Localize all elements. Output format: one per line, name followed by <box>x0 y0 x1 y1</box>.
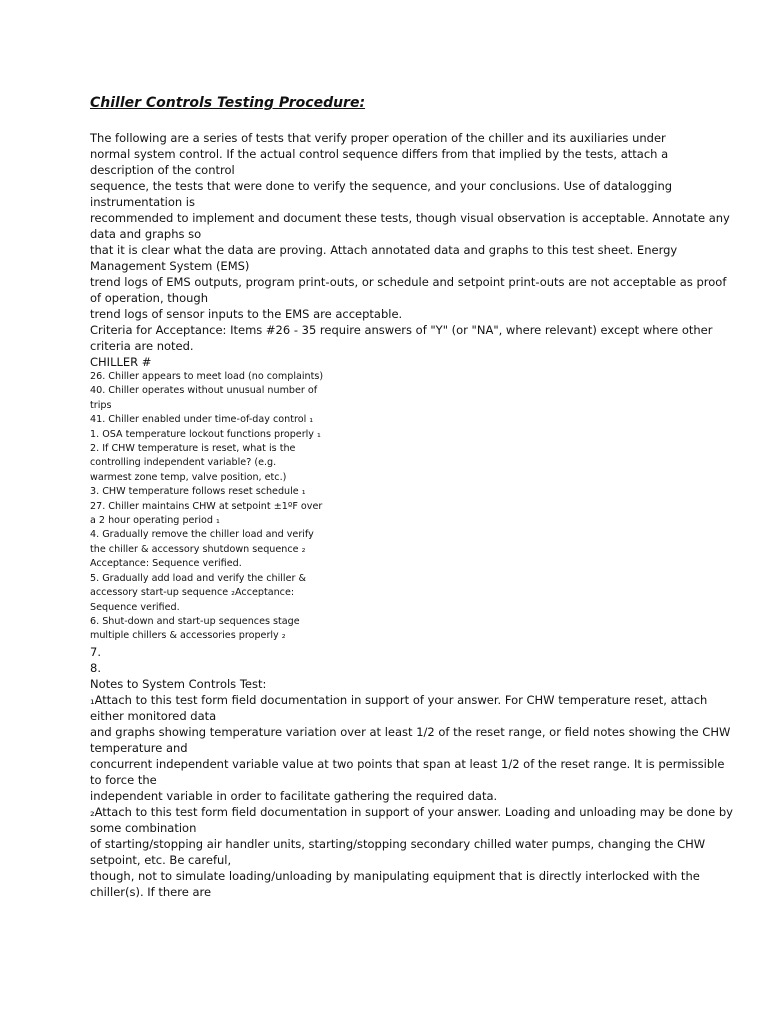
checklist-line: the chiller & accessory shutdown sequence ₂ <box>90 543 306 555</box>
intro-line: CHILLER # <box>90 355 152 369</box>
notes-line: independent variable in order to facilitate gathering the required data. <box>90 788 498 803</box>
notes-line: concurrent independent variable value at two points that span at least 1/2 of the reset range. It is permissible <box>90 756 725 771</box>
notes-line: though, not to simulate loading/unloading by manipulating equipment that is directly interlocked with the <box>90 868 700 883</box>
notes-section <box>90 644 733 900</box>
checklist-line: Sequence verified. <box>90 601 180 613</box>
notes-line: either monitored data <box>90 708 217 723</box>
intro-line: trend logs of EMS outputs, program print-outs, or schedule and setpoint print-outs are not acceptable as proof <box>90 275 727 289</box>
intro-line: The following are a series of tests that verify proper operation of the chiller and its auxiliaries under <box>90 131 666 145</box>
notes-line: Notes to System Controls Test: <box>90 676 267 691</box>
notes-line: ₂Attach to this test form field documentation in support of your answer. Loading and unloading may be done by <box>90 804 733 819</box>
checklist-line: Acceptance: Sequence verified. <box>90 558 242 570</box>
notes-line: and graphs showing temperature variation over at least 1/2 of the reset range, or field notes showing the CHW <box>90 724 731 739</box>
intro-line: trend logs of sensor inputs to the EMS are acceptable. <box>90 307 403 321</box>
notes-line: 7. <box>90 644 101 659</box>
intro-line: data and graphs so <box>90 227 202 241</box>
checklist-line: 40. Chiller operates without unusual number of <box>90 385 318 397</box>
notes-line: 8. <box>90 660 101 675</box>
checklist-line: 1. OSA temperature lockout functions properly ₁ <box>90 428 321 440</box>
intro-line: description of the control <box>90 163 235 177</box>
intro-line: Management System (EMS) <box>90 259 250 273</box>
checklist-line: 41. Chiller enabled under time-of-day control ₁ <box>90 414 314 426</box>
checklist-line: 2. If CHW temperature is reset, what is the <box>90 443 296 455</box>
intro-line: of operation, though <box>90 291 208 305</box>
checklist-line: accessory start-up sequence ₂Acceptance: <box>90 587 295 599</box>
checklist-line: 3. CHW temperature follows reset schedule ₁ <box>90 486 306 498</box>
intro-line: Criteria for Acceptance: Items #26 - 35 require answers of "Y" (or "NA", where relevant) except where other <box>90 323 713 337</box>
checklist-line: trips <box>90 399 112 411</box>
intro-line: criteria are noted. <box>90 339 194 353</box>
checklist-line: 5. Gradually add load and verify the chiller & <box>90 572 306 584</box>
intro-line: instrumentation is <box>90 195 195 209</box>
intro-line: sequence, the tests that were done to verify the sequence, and your conclusions. Use of datalogging <box>90 179 673 193</box>
checklist-line: 27. Chiller maintains CHW at setpoint ￼±1ºF over <box>90 500 323 512</box>
checklist-line: warmest zone temp, valve position, etc.) <box>90 471 287 483</box>
document-title: Chiller Controls Testing Procedure: <box>90 95 366 111</box>
notes-line: temperature and <box>90 740 188 755</box>
intro-line: recommended to implement and document these tests, though visual observation is acceptable. Annotate any <box>90 211 730 225</box>
intro-line: normal system control. If the actual control sequence differs from that implied by the tests, attach a <box>90 147 669 161</box>
notes-line: to force the <box>90 772 157 787</box>
document-page <box>90 94 733 900</box>
checklist-items <box>90 370 690 644</box>
checklist-line: 4. Gradually remove the chiller load and verify <box>90 529 314 541</box>
notes-line: setpoint, etc. Be careful, <box>90 852 232 867</box>
notes-line: ₁Attach to this test form field documentation in support of your answer. For CHW temperature reset, attach <box>90 692 708 707</box>
intro-paragraph <box>90 130 730 370</box>
checklist-line: multiple chillers & accessories properly ₂ <box>90 630 286 642</box>
notes-line: of starting/stopping air handler units, starting/stopping secondary chilled water pumps, changing the CHW <box>90 836 706 851</box>
intro-line: that it is clear what the data are proving. Attach annotated data and graphs to this test sheet. Energy <box>90 243 678 257</box>
checklist-line: controlling independent variable? (e.g. <box>90 457 277 469</box>
checklist-line: 6. Shut-down and start-up sequences stage <box>90 615 300 627</box>
notes-line: chiller(s). If there are <box>90 884 212 899</box>
checklist-line: 26. Chiller appears to meet load (no complaints) <box>90 371 324 382</box>
notes-line: some combination <box>90 820 197 835</box>
checklist-line: a 2 hour operating period ₁ <box>90 515 220 527</box>
